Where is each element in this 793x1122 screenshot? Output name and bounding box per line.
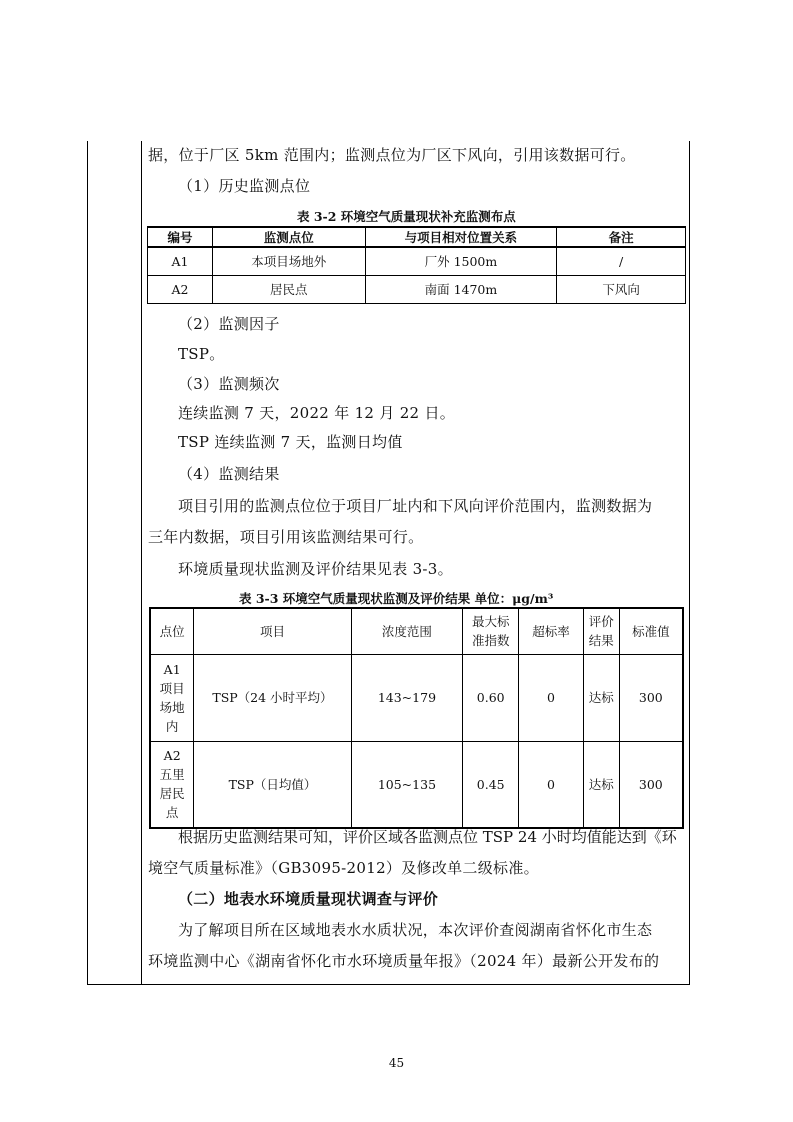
table-cell: 下风向 [557,275,686,303]
table-cell: 厂外 1500m [365,247,557,275]
table-row [148,247,686,275]
table-header-cell: 点位 [150,608,194,654]
table-row [148,275,686,303]
table-cell: / [557,247,686,275]
paragraph: 境空气质量标准》（GB3095-2012）及修改单二级标准。 [148,859,539,877]
monitoring-sites-table [147,226,686,304]
table-cell: 0 [519,741,584,828]
table-cell: 143~179 [351,654,463,741]
table-cell: 0.45 [463,741,519,828]
table-cell: 南面 1470m [365,275,557,303]
table-header-cell: 与项目相对位置关系 [365,227,557,247]
table-caption: 表 3-2 环境空气质量现状补充监测布点 [297,209,516,224]
table-header-cell: 备注 [557,227,686,247]
table-header-cell: 编号 [148,227,213,247]
table-header-cell: 标准值 [619,608,683,654]
table-row [150,741,683,828]
subheading: （3）监测频次 [178,375,280,393]
table-cell: 105~135 [351,741,463,828]
subheading: （1）历史监测点位 [178,177,311,195]
paragraph: TSP 连续监测 7 天，监测日均值 [178,433,403,451]
paragraph: 据，位于厂区 5km 范围内；监测点位为厂区下风向，引用该数据可行。 [148,146,636,164]
table-header-cell: 项目 [194,608,351,654]
table-header-cell: 最大标 准指数 [463,608,519,654]
table-cell-site: A1 项目 场地 内 [150,654,194,741]
paragraph: 三年内数据，项目引用该监测结果可行。 [148,528,424,546]
table-header-cell: 超标率 [519,608,584,654]
paragraph: 环境监测中心《湖南省怀化市水环境质量年报》（2024 年）最新公开发布的 [148,952,660,970]
paragraph: 环境质量现状监测及评价结果见表 3-3。 [178,560,453,578]
table-cell: TSP（日均值） [194,741,351,828]
table-header-cell: 浓度范围 [351,608,463,654]
table-cell-site: A2 五里 居民 点 [150,741,194,828]
paragraph: 项目引用的监测点位位于项目厂址内和下风向评价范围内，监测数据为 [178,497,653,515]
frame-divider [141,141,142,984]
table-cell: 达标 [583,741,619,828]
monitoring-results-table [149,607,684,829]
table-cell: 达标 [583,654,619,741]
table-cell: 0 [519,654,584,741]
table-row [150,654,683,741]
table-cell: 300 [619,654,683,741]
paragraph: 为了解项目所在区域地表水水质状况，本次评价查阅湖南省怀化市生态 [178,921,653,939]
table-cell: 300 [619,741,683,828]
table-cell: A2 [148,275,213,303]
subheading: （2）监测因子 [178,315,280,333]
table-cell: A1 [148,247,213,275]
table-caption: 表 3-3 环境空气质量现状监测及评价结果 单位：μg/m³ [239,591,554,606]
paragraph: 根据历史监测结果可知，评价区域各监测点位 TSP 24 小时均值能达到《环 [178,828,677,846]
table-cell: 居民点 [212,275,365,303]
page-number: 45 [388,1056,405,1070]
paragraph: TSP。 [178,345,225,363]
subheading: （4）监测结果 [178,465,280,483]
paragraph: 连续监测 7 天，2022 年 12 月 22 日。 [178,404,456,422]
table-cell: 本项目场地外 [212,247,365,275]
table-header-cell: 评价 结果 [583,608,619,654]
section-heading: （二）地表水环境质量现状调查与评价 [178,890,439,908]
table-cell: TSP（24 小时平均） [194,654,351,741]
table-header-cell: 监测点位 [212,227,365,247]
table-cell: 0.60 [463,654,519,741]
